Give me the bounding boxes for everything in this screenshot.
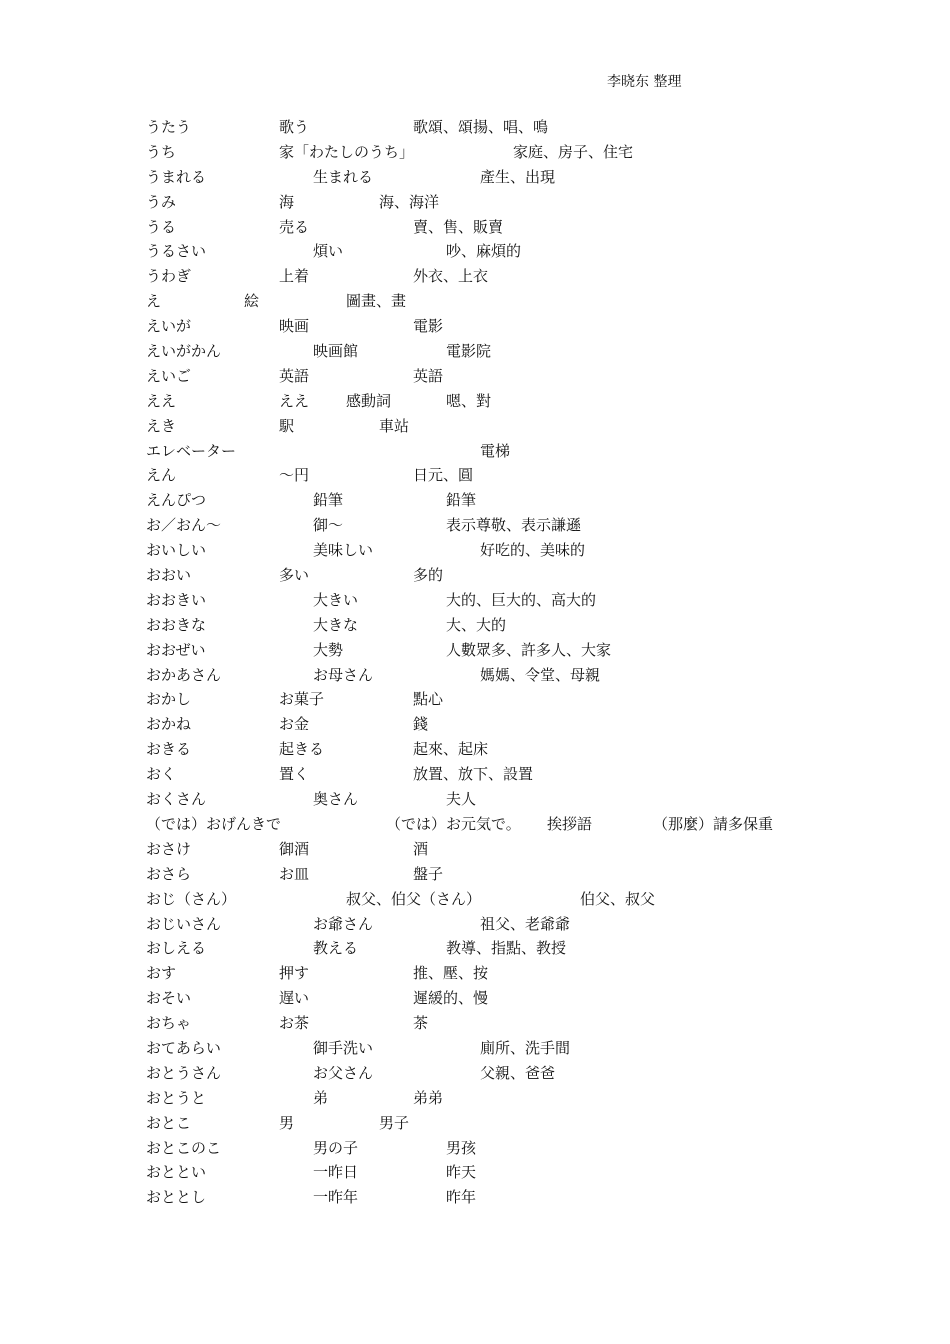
meaning: 電影院 [446,342,492,361]
meaning: 昨天 [446,1163,477,1182]
meaning: 酒 [413,839,429,858]
kana: おととし [146,1188,207,1207]
meaning: 車站 [379,416,410,435]
word: （では）お元気で。 [386,814,521,833]
word: 美味しい [313,541,374,560]
kana: え [146,292,162,311]
list-item [0,638,950,663]
word: 遅い [279,989,310,1008]
kana: おさら [146,864,192,883]
kana: えんぴつ [146,491,207,510]
kana: おじいさん [146,914,222,933]
list-item [0,837,950,862]
meaning: 大、大的 [446,615,507,634]
word: 弟 [313,1088,329,1107]
kana: うわぎ [146,267,192,286]
meaning: 錢 [413,715,429,734]
meaning: 起來、起床 [413,740,489,759]
word: お菓子 [279,690,325,709]
word: お爺さん [313,914,374,933]
meaning: 外衣、上衣 [413,267,489,286]
meaning: 祖父、老爺爺 [480,914,571,933]
list-item [0,1036,950,1061]
meaning: 放置、放下、設置 [413,765,534,784]
list-item [0,439,950,464]
kana: えき [146,416,177,435]
kana: おととい [146,1163,207,1182]
meaning: 電梯 [480,441,511,460]
list-item [0,563,950,588]
kana: うるさい [146,242,207,261]
list-item [0,762,950,787]
kana: うる [146,217,177,236]
word: 起きる [279,740,325,759]
list-item [0,787,950,812]
list-item [0,613,950,638]
list-item [0,712,950,737]
kana: おおきい [146,590,207,609]
kana: うち [146,142,177,161]
list-item [0,289,950,314]
word: 御手洗い [313,1038,374,1057]
word: 大きい [313,590,359,609]
word: 男 [279,1113,295,1132]
kana: えいが [146,317,192,336]
kana: エレベーター [146,441,237,460]
list-item [0,190,950,215]
meaning: 廁所、洗手間 [480,1038,571,1057]
meaning: 家庭、房子、住宅 [513,142,634,161]
meaning: 男子 [379,1113,410,1132]
word: ～円 [279,466,310,485]
list-item [0,463,950,488]
list-item [0,389,950,414]
word: 叔父、伯父（さん） [346,889,482,908]
kana: おそい [146,989,192,1008]
word: 鉛筆 [313,491,344,510]
word: ええ [279,391,310,410]
word: 映画館 [313,342,359,361]
kana: おかし [146,690,192,709]
kana: おちゃ [146,1014,192,1033]
word: お茶 [279,1014,310,1033]
word: お金 [279,715,310,734]
meaning: 日元、圓 [413,466,474,485]
kana: おてあらい [146,1038,221,1057]
list-item [0,1160,950,1185]
meaning: 男孩 [446,1138,477,1157]
meaning: 茶 [413,1014,429,1033]
word: 映画 [279,317,310,336]
meaning: 大的、巨大的、高大的 [446,590,597,609]
list-item [0,588,950,613]
kana: おす [146,964,177,983]
kana: えいご [146,366,192,385]
list-item [0,737,950,762]
list-item [0,215,950,240]
meaning: 媽媽、令堂、母親 [480,665,601,684]
word: お母さん [313,665,374,684]
word: 多い [279,566,310,585]
list-item [0,1086,950,1111]
meaning: 表示尊敬、表示謙遜 [446,516,582,535]
kana: おじ（さん） [146,889,237,908]
word: 奥さん [313,790,359,809]
kana: おおぜい [146,640,206,659]
word: 押す [279,964,310,983]
word: 置く [279,765,310,784]
word: 大勢 [313,640,344,659]
list-item [0,115,950,140]
meaning: 圖畫、畫 [346,292,407,311]
meaning: （那麼）請多保重 [653,814,774,833]
kana: うまれる [146,167,207,186]
meaning: 遲緩的、慢 [413,989,489,1008]
part-of-speech: 挨拶語 [547,814,593,833]
word: 歌う [279,118,310,136]
meaning: 鉛筆 [446,491,477,510]
word: 御～ [313,516,344,535]
page-header-author: 李晓东 整理 [607,74,682,90]
vocabulary-list [0,115,950,1210]
meaning: 弟弟 [413,1088,444,1107]
kana: おく [146,765,177,784]
list-item [0,165,950,190]
kana: おくさん [146,790,207,809]
word: 絵 [244,292,260,311]
kana: ええ [146,391,177,410]
list-item [0,1136,950,1161]
word: 駅 [279,416,295,435]
word: 生まれる [313,167,374,186]
kana: おさけ [146,839,192,858]
meaning: 推、壓、按 [413,964,489,983]
list-item [0,663,950,688]
kana: おとこ [146,1113,192,1132]
list-item [0,264,950,289]
word: 家「わたしのうち」 [279,142,415,161]
kana: お／おん～ [146,516,222,535]
meaning: 海、海洋 [379,192,440,211]
kana: うたう [146,118,192,136]
list-item [0,887,950,912]
meaning: 英語 [413,366,444,385]
word: 煩い [313,242,344,261]
meaning: 好吃的、美味的 [480,541,586,560]
kana: おかあさん [146,665,222,684]
list-item [0,986,950,1011]
word: 男の子 [313,1138,359,1157]
kana: えん [146,466,177,485]
list-item [0,488,950,513]
kana: おしえる [146,939,207,958]
meaning: 伯父、叔父 [580,889,656,908]
meaning: 嗯、對 [446,391,492,410]
word: お皿 [279,864,310,883]
kana: （では）おげんきで [146,814,282,833]
meaning: 人數眾多、許多人、大家 [446,640,612,659]
meaning: 盤子 [413,864,444,883]
word: 大きな [313,615,359,634]
kana: おかね [146,715,192,734]
list-item [0,414,950,439]
kana: おおきな [146,615,207,634]
list-item [0,314,950,339]
list-item [0,1185,950,1210]
list-item [0,862,950,887]
list-item [0,140,950,165]
word: お父さん [313,1063,374,1082]
list-item [0,538,950,563]
meaning: 夫人 [446,790,477,809]
meaning: 點心 [413,690,444,709]
meaning: 賣、售、販賣 [413,217,504,236]
list-item [0,339,950,364]
list-item [0,812,950,837]
kana: えいがかん [146,342,222,361]
list-item [0,1111,950,1136]
meaning: 多的 [413,566,444,585]
meaning: 電影 [413,317,444,336]
part-of-speech: 感動詞 [346,391,392,410]
word: 教える [313,939,359,958]
list-item [0,936,950,961]
word: 英語 [279,366,310,385]
meaning: 昨年 [446,1188,477,1207]
kana: うみ [146,192,177,211]
word: 一昨日 [313,1163,359,1182]
kana: おとうと [146,1088,207,1107]
word: 上着 [279,267,310,286]
word: 海 [279,192,295,211]
list-item [0,687,950,712]
meaning: 吵、麻煩的 [446,242,522,261]
word: 御酒 [279,839,310,858]
list-item [0,1061,950,1086]
word: 一昨年 [313,1188,359,1207]
word: 売る [279,217,310,236]
meaning: 歌頌、頌揚、唱、鳴 [413,118,549,136]
kana: おきる [146,740,192,759]
kana: おとうさん [146,1063,222,1082]
meaning: 教導、指點、教授 [446,939,567,958]
list-item [0,912,950,937]
meaning: 父親、爸爸 [480,1063,556,1082]
meaning: 產生、出現 [480,167,556,186]
list-item [0,961,950,986]
kana: おいしい [146,541,207,560]
list-item [0,364,950,389]
list-item [0,239,950,264]
kana: おおい [146,566,192,585]
list-item [0,1011,950,1036]
kana: おとこのこ [146,1138,222,1157]
list-item [0,513,950,538]
